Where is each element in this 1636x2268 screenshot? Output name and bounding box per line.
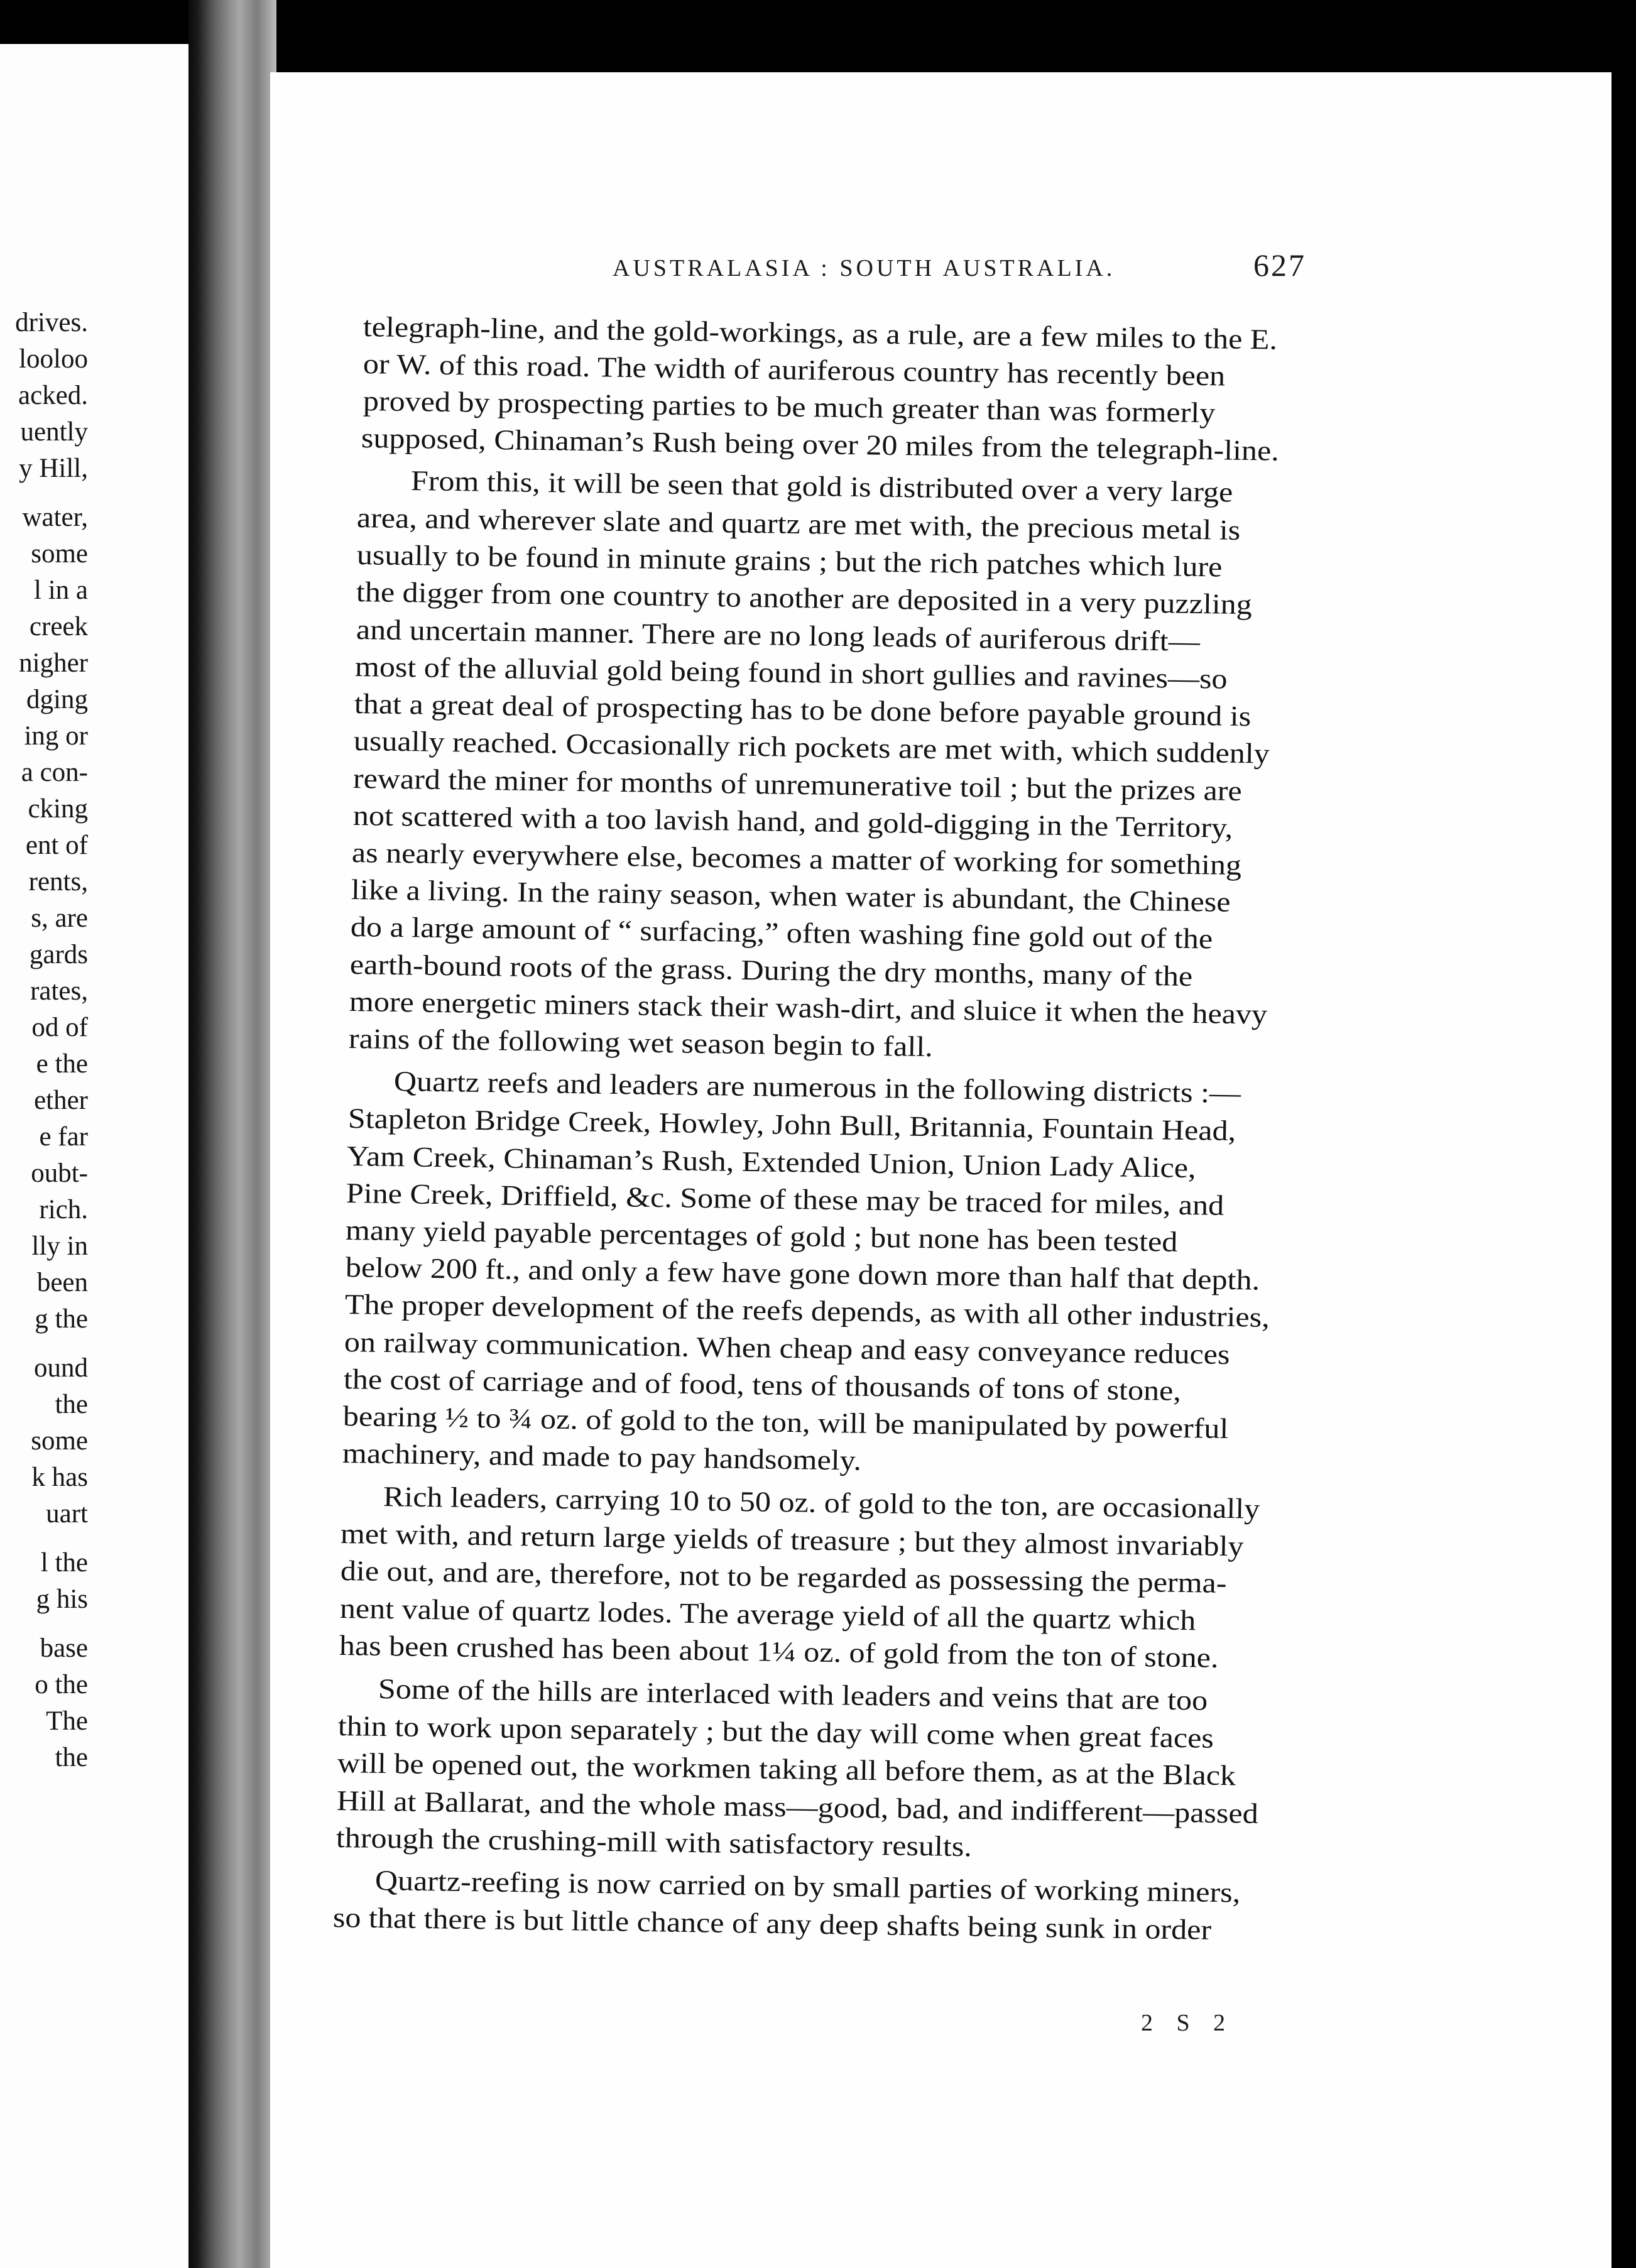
text-line: Stapleton Bridge Creek, Howley, John Bull, Britannia, Fountain Head, [347,1102,1236,1147]
text-line: Hill at Ballarat, and the whole mass—good, bad, and indifferent—passed [336,1784,1259,1829]
left-page-line: g his [36,1584,88,1614]
text-line: supposed, Chinaman’s Rush being over 20 miles from the telegraph-line. [361,422,1280,467]
left-page-line: looloo [19,344,88,374]
text-line: earth-bound roots of the grass. During the dry months, many of the [349,948,1193,993]
text-line: usually to be found in minute grains ; but the rich patches which lure [356,538,1223,583]
left-page-line: o the [35,1670,88,1699]
text-line: nent value of quartz lodes. The average yield of all the quartz which [339,1592,1196,1637]
left-page-line: lly in [31,1231,88,1261]
left-page-line: l in a [34,575,88,605]
text-line: area, and wherever slate and quartz are met with, the precious metal is [356,501,1241,546]
left-page-line: ent of [25,831,88,860]
left-page-line: l the [40,1548,88,1578]
left-page-line: The [46,1706,88,1736]
left-page-line: cking [28,794,88,824]
left-page-line: uart [46,1499,88,1529]
text-line: on railway communication. When cheap and easy conveyance reduces [344,1326,1230,1371]
left-page-line: some [31,539,88,569]
text-line: Rich leaders, carrying 10 to 50 oz. of gold to the ton, are occasionally [383,1480,1260,1525]
text-line: Some of the hills are interlaced with leaders and veins that are too [378,1672,1208,1716]
book-gutter [188,0,276,2268]
text-line: met with, and return large yields of treasure ; but they almost invariably [340,1517,1244,1562]
left-page-line: rich. [39,1195,88,1224]
text-line: will be opened out, the workmen taking all before them, as at the Black [337,1747,1236,1792]
left-page-line: od of [31,1013,88,1042]
text-line: From this, it will be seen that gold is distributed over a very large [410,464,1233,508]
text-line: and uncertain manner. There are no long leads of auriferous drift— [356,613,1201,658]
text-line: or W. of this road. The width of auriferous country has recently been [363,347,1226,392]
text-line: below 200 ft., and only a few have gone down more than half that depth. [345,1251,1260,1296]
left-page-line: the [55,1743,88,1772]
left-page-line: a con- [21,758,88,787]
left-page-line: ound [34,1353,88,1383]
signature-mark: 2 S 2 [1141,2010,1235,2036]
left-page-line: oubt- [31,1159,88,1188]
left-page-line: acked. [18,381,88,410]
left-page-line: e far [39,1122,88,1152]
text-line: usually reached. Occasionally rich pockets are met with, which suddenly [353,724,1270,770]
text-line: like a living. In the rainy season, when water is abundant, the Chinese [351,873,1231,918]
text-line: Quartz reefs and leaders are numerous in the following districts :— [393,1065,1241,1109]
left-page-line: uently [20,417,88,447]
left-page-line: gards [29,940,88,969]
left-page-line: ether [34,1086,88,1115]
text-line: as nearly everywhere else, becomes a matter of working for something [351,836,1242,881]
text-line: telegraph-line, and the gold-workings, as a rule, are a few miles to the E. [363,310,1278,356]
text-line: Yam Creek, Chinaman’s Rush, Extended Union, Union Lady Alice, [346,1140,1196,1184]
text-line: machinery, and made to pay handsomely. [342,1437,862,1476]
left-page-line: dging [26,685,88,714]
left-page-line: s, are [31,903,88,933]
left-page-line: ing or [24,721,88,751]
left-page-line: creek [29,612,88,641]
left-page-line: rates, [30,976,88,1006]
text-line: more energetic miners stack their wash-dirt, and sluice it when the heavy [349,985,1268,1030]
text-line: the digger from one country to another are deposited in a very puzzling [356,575,1253,621]
text-line: so that there is but little chance of any deep shafts being sunk in order [332,1901,1212,1946]
left-page-line: water, [22,503,88,532]
text-line: bearing ½ to ¾ oz. of gold to the ton, will be manipulated by powerful [342,1400,1229,1445]
left-page-line: y Hill, [19,454,88,483]
text-line: rains of the following wet season begin to fall. [348,1022,934,1063]
text-line: Pine Creek, Driffield, &c. Some of these may be traced for miles, and [346,1177,1224,1221]
left-page-line: rents, [28,867,88,897]
left-page-line: g the [35,1304,88,1334]
text-line: not scattered with a too lavish hand, and gold-digging in the Territory, [352,799,1233,844]
left-page-line: drives. [15,308,88,337]
text-line: the cost of carriage and of food, tens of thousands of tons of stone, [343,1363,1182,1407]
right-page [270,72,1611,2268]
left-page-line: k has [31,1463,88,1492]
left-page-line: base [40,1633,88,1663]
page-number: 627 [1253,248,1306,283]
text-line: die out, and are, therefore, not to be regarded as possessing the perma- [340,1554,1227,1600]
left-page-line: some [31,1426,88,1456]
text-line: do a large amount of “ surfacing,” often washing fine gold out of the [350,910,1213,955]
left-page-line: the [55,1390,88,1419]
text-line: reward the miner for months of unremunerative toil ; but the prizes are [352,762,1243,807]
running-head: AUSTRALASIA : SOUTH AUSTRALIA. [613,255,1116,281]
text-line: Quartz-reefing is now carried on by small parties of working miners, [374,1864,1241,1909]
text-line: through the crushing-mill with satisfactory results. [335,1821,973,1863]
text-line: most of the alluvial gold being found in short gullies and ravines—so [354,650,1228,695]
text-line: thin to work upon separately ; but the day will come when great faces [337,1709,1214,1754]
text-line: proved by prospecting parties to be much greater than was formerly [363,384,1216,429]
left-page-line: been [36,1268,88,1297]
left-page-line: e the [36,1049,88,1079]
text-line: that a great deal of prospecting has to be done before payable ground is [354,687,1252,733]
text-line: has been crushed has been about 1¼ oz. of gold from the ton of stone. [339,1629,1219,1674]
left-page-line: nigher [19,648,88,678]
left-facing-page [0,44,188,2268]
text-line: The proper development of the reefs depends, as with all other industries, [344,1288,1270,1333]
text-line: many yield payable percentages of gold ; but none has been tested [345,1214,1178,1258]
